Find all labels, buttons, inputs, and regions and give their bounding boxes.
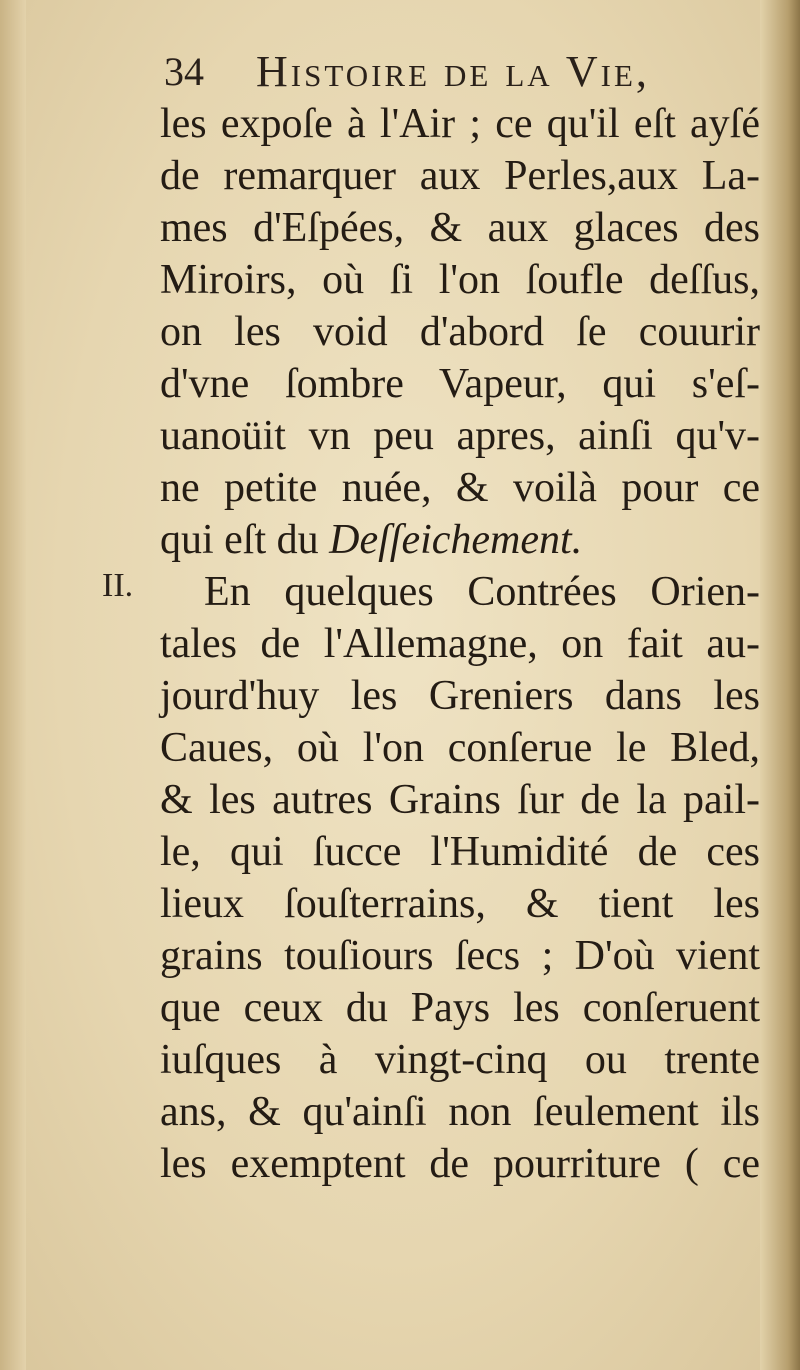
text-line-7: uanoüit vn peu apres, ainſi qu'v- xyxy=(160,413,760,459)
text-line-15: le, qui ſucce l'Humidité de ces xyxy=(160,829,760,875)
text-line-9-lead: qui eſt du xyxy=(160,517,330,563)
marginal-section-number: II. xyxy=(102,567,134,604)
text-line-3: mes d'Eſpées, & aux glaces des xyxy=(160,205,760,251)
running-header xyxy=(164,38,744,98)
text-line-10: En quelques Contrées Orien- xyxy=(204,569,760,615)
text-line-1: les expoſe à l'Air ; ce qu'il eſt ayſé xyxy=(160,101,760,147)
text-line-18: que ceux du Pays les conſeruent xyxy=(160,985,760,1031)
text-line-21: les exemptent de pourriture ( ce xyxy=(160,1141,760,1187)
text-line-9 xyxy=(160,514,760,566)
italic-term: Deſſeichement. xyxy=(329,517,583,563)
text-line-8: ne petite nuée, & voilà pour ce xyxy=(160,465,760,511)
text-line-19: iuſques à vingt-cinq ou trente xyxy=(160,1037,760,1083)
text-line-14: & les autres Grains ſur de la pail- xyxy=(160,777,760,823)
text-line-17: grains touſiours ſecs ; D'où vient xyxy=(160,933,760,979)
page-gutter-shadow xyxy=(0,0,26,1370)
page-number: 34 xyxy=(164,49,204,94)
text-line-6: d'vne ſombre Vapeur, qui s'eſ- xyxy=(160,361,760,407)
text-line-20: ans, & qu'ainſi non ſeulement ils xyxy=(160,1089,760,1135)
text-line-2: de remarquer aux Perles,aux La- xyxy=(160,153,760,199)
text-line-13: Caues, où l'on conſerue le Bled, xyxy=(160,725,760,771)
text-line-11: tales de l'Allemagne, on fait au- xyxy=(160,621,760,667)
text-line-4: Miroirs, où ſi l'on ſoufle deſſus, xyxy=(160,257,760,303)
text-line-5: on les void d'abord ſe couurir xyxy=(160,309,760,355)
running-title: Histoire de la Vie, xyxy=(256,47,650,96)
page-edge-shadow xyxy=(760,0,800,1370)
text-line-16: lieux ſouſterrains, & tient les xyxy=(160,881,760,927)
text-line-12: jourd'huy les Greniers dans les xyxy=(160,673,760,719)
